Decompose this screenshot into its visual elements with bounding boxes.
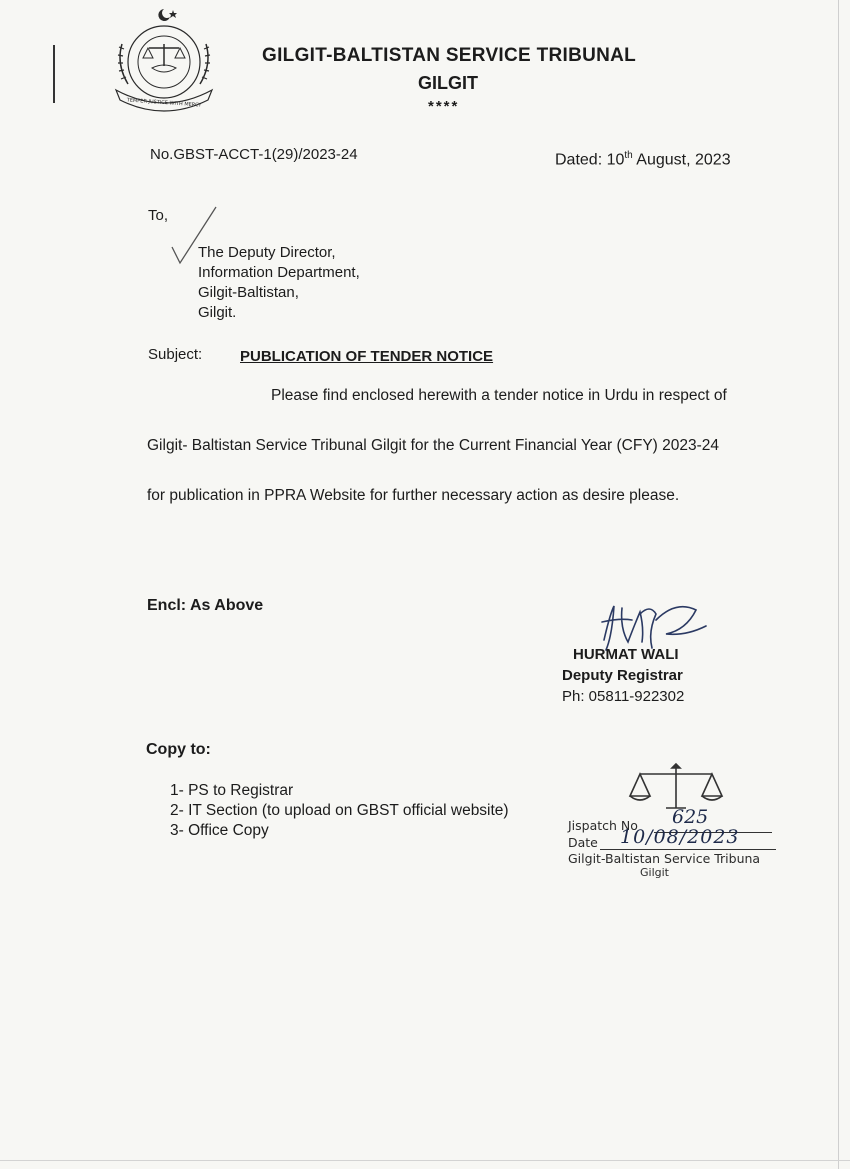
list-item: 3- Office Copy	[170, 822, 269, 839]
address-line: Information Department,	[198, 264, 360, 281]
reference-number: No.GBST-ACCT-1(29)/2023-24	[150, 146, 358, 163]
dispatch-no-label: Jispatch No	[568, 818, 638, 833]
list-item: 1- PS to Registrar	[170, 782, 294, 799]
date-suffix: August, 2023	[632, 151, 731, 169]
dispatch-date-underline	[600, 849, 776, 850]
scan-edge-line-bottom	[0, 1160, 850, 1161]
org-name-heading: GILGIT-BALTISTAN SERVICE TRIBUNAL	[262, 45, 637, 66]
signatory-phone: Ph: 05811-922302	[562, 688, 685, 705]
letter-date	[555, 150, 731, 169]
enclosure-note: Encl: As Above	[147, 597, 264, 614]
signatory-designation: Deputy Registrar	[562, 667, 683, 684]
stamp-org-name: Gilgit-Baltistan Service Tribuna	[568, 851, 761, 866]
dispatch-date-label: Date	[568, 835, 598, 850]
address-line: Gilgit-Baltistan,	[198, 284, 299, 301]
recipient-address	[198, 243, 360, 323]
copy-to-label: Copy to:	[146, 741, 211, 758]
emblem-motto-text: TEMPER JUSTICE WITH MERCY	[126, 97, 202, 109]
subject-text: PUBLICATION OF TENDER NOTICE	[240, 348, 494, 365]
body-line: Please find enclosed herewith a tender notice in Urdu in respect of	[271, 387, 727, 404]
address-line: Gilgit.	[198, 304, 237, 321]
tribunal-emblem-logo	[104, 4, 222, 120]
date-ordinal: th	[624, 150, 633, 161]
date-prefix: Dated: 10	[555, 151, 625, 169]
scan-artifact-line	[53, 45, 55, 103]
copy-to-list	[170, 781, 509, 841]
list-item: 2- IT Section (to upload on GBST official website)	[170, 802, 509, 819]
handwritten-dispatch-date: 10/08/2023	[620, 826, 740, 848]
subject-label: Subject:	[148, 346, 203, 363]
handwritten-dispatch-no: 625	[672, 806, 709, 828]
body-line: Gilgit- Baltistan Service Tribunal Gilgit for the Current Financial Year (CFY) 2023-24	[147, 437, 720, 454]
signature-block	[562, 644, 684, 707]
scan-edge-line	[838, 0, 839, 1169]
stamp-city: Gilgit	[640, 866, 669, 879]
heading-stars: ****	[428, 98, 460, 115]
dispatch-stamp	[566, 762, 786, 882]
signatory-name: HURMAT WALI	[573, 646, 679, 663]
body-line: for publication in PPRA Website for further necessary action as desire please.	[147, 487, 680, 504]
to-label: To,	[148, 207, 169, 224]
city-heading: GILGIT	[418, 73, 478, 93]
address-line: The Deputy Director,	[198, 244, 336, 261]
